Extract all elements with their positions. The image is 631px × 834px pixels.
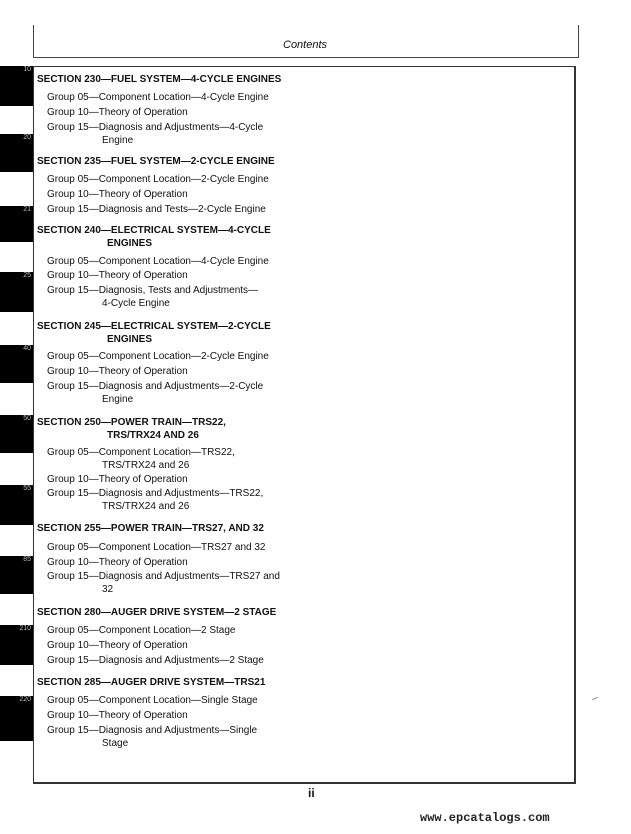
page-number: ii xyxy=(308,786,315,800)
group-entry[interactable] xyxy=(47,694,258,707)
tab-number: 40 xyxy=(23,345,31,352)
group-entry[interactable] xyxy=(47,639,188,652)
group-line2: 4-Cycle Engine xyxy=(102,298,170,309)
section-heading-line1: SECTION 255—POWER TRAIN—TRS27, AND 32 xyxy=(37,523,264,534)
group-line2: Stage xyxy=(102,738,129,749)
group-line1: Group 05—Component Location—2-Cycle Engine xyxy=(47,351,269,362)
section-heading[interactable] xyxy=(37,320,271,346)
footer-watermark-url[interactable]: www.epcatalogs.com xyxy=(420,811,550,825)
group-line2: Engine xyxy=(102,394,134,405)
group-entry[interactable] xyxy=(47,487,263,513)
group-entry[interactable] xyxy=(47,724,257,750)
group-entry[interactable] xyxy=(47,350,269,363)
group-line1: Group 10—Theory of Operation xyxy=(47,474,188,485)
section-heading[interactable] xyxy=(37,522,264,535)
tab-number: 220 xyxy=(19,696,31,703)
page-title: Contents xyxy=(283,39,328,51)
group-line1: Group 10—Theory of Operation xyxy=(47,107,188,118)
section-tab[interactable] xyxy=(0,625,33,665)
section-heading[interactable] xyxy=(37,606,276,619)
section-heading-line2: ENGINES xyxy=(107,238,153,249)
group-line1: Group 15—Diagnosis and Adjustments—TRS22, xyxy=(47,488,264,499)
section-tab[interactable] xyxy=(0,206,33,242)
section-tab[interactable] xyxy=(0,134,33,172)
section-heading[interactable] xyxy=(37,416,226,442)
section-heading-line1: SECTION 240—ELECTRICAL SYSTEM—4-CYCLE xyxy=(37,225,271,236)
section-heading-line1: SECTION 285—AUGER DRIVE SYSTEM—TRS21 xyxy=(37,677,266,688)
group-entry[interactable] xyxy=(47,541,265,554)
header-rule-right xyxy=(578,25,579,57)
section-tab[interactable] xyxy=(0,696,33,741)
tab-number: 210 xyxy=(19,625,31,632)
tab-number: 85 xyxy=(23,556,31,563)
header-rule-bottom xyxy=(33,57,579,58)
section-heading-line1: SECTION 235—FUEL SYSTEM—2-CYCLE ENGINE xyxy=(37,156,275,167)
group-line2: TRS/TRX24 and 26 xyxy=(102,460,190,471)
group-line1: Group 05—Component Location—Single Stage xyxy=(47,695,258,706)
section-heading[interactable] xyxy=(37,73,281,86)
group-line1: Group 15—Diagnosis and Adjustments—2-Cycle xyxy=(47,381,264,392)
tab-number: 20 xyxy=(23,134,31,141)
section-tab[interactable] xyxy=(0,66,33,106)
group-line1: Group 05—Component Location—TRS22, xyxy=(47,447,235,458)
group-line1: Group 15—Diagnosis and Tests—2-Cycle Engine xyxy=(47,204,266,215)
group-line1: Group 15—Diagnosis and Adjustments—4-Cycle xyxy=(47,122,264,133)
group-line1: Group 15—Diagnosis and Adjustments—Single xyxy=(47,725,258,736)
group-line2: 32 xyxy=(102,584,114,595)
section-heading-line1: SECTION 230—FUEL SYSTEM—4-CYCLE ENGINES xyxy=(37,74,282,85)
group-entry[interactable] xyxy=(47,556,188,569)
group-line1: Group 05—Component Location—TRS27 and 32 xyxy=(47,542,266,553)
section-tab[interactable] xyxy=(0,556,33,594)
group-entry[interactable] xyxy=(47,188,188,201)
group-line2: Engine xyxy=(102,135,134,146)
group-line1: Group 05—Component Location—4-Cycle Engine xyxy=(47,92,269,103)
section-tab[interactable] xyxy=(0,345,33,383)
header-rule-left xyxy=(33,25,34,57)
group-entry[interactable] xyxy=(47,106,188,119)
tab-number: 21 xyxy=(23,206,31,213)
section-heading-line1: SECTION 250—POWER TRAIN—TRS22, xyxy=(37,417,226,428)
group-entry[interactable] xyxy=(47,709,188,722)
group-line2: TRS/TRX24 and 26 xyxy=(102,501,190,512)
group-entry[interactable] xyxy=(47,570,280,596)
section-heading-line1: SECTION 280—AUGER DRIVE SYSTEM—2 STAGE xyxy=(37,607,277,618)
group-entry[interactable] xyxy=(47,284,258,310)
section-heading-line2: ENGINES xyxy=(107,334,153,345)
group-line1: Group 10—Theory of Operation xyxy=(47,557,188,568)
group-line1: Group 15—Diagnosis and Adjustments—TRS27 and xyxy=(47,571,280,582)
section-heading-line1: SECTION 245—ELECTRICAL SYSTEM—2-CYCLE xyxy=(37,321,271,332)
group-line1: Group 05—Component Location—2-Cycle Engine xyxy=(47,174,269,185)
section-heading[interactable] xyxy=(37,224,271,250)
section-heading-line2: TRS/TRX24 AND 26 xyxy=(107,430,199,441)
group-entry[interactable] xyxy=(47,255,269,268)
group-entry[interactable] xyxy=(47,654,264,667)
group-entry[interactable] xyxy=(47,121,263,147)
group-line1: Group 10—Theory of Operation xyxy=(47,640,188,651)
group-line1: Group 15—Diagnosis, Tests and Adjustments— xyxy=(47,285,259,296)
section-heading[interactable] xyxy=(37,676,265,689)
group-line1: Group 10—Theory of Operation xyxy=(47,366,188,377)
group-entry[interactable] xyxy=(47,446,235,472)
group-entry[interactable] xyxy=(47,365,188,378)
group-line1: Group 05—Component Location—4-Cycle Engine xyxy=(47,256,269,267)
section-tab[interactable] xyxy=(0,485,33,525)
group-line1: Group 05—Component Location—2 Stage xyxy=(47,625,236,636)
scan-mark xyxy=(592,697,598,700)
group-entry[interactable] xyxy=(47,473,188,486)
group-entry[interactable] xyxy=(47,624,235,637)
tab-number: 10 xyxy=(23,66,31,73)
group-entry[interactable] xyxy=(47,203,266,216)
section-tab[interactable] xyxy=(0,415,33,453)
group-line1: Group 15—Diagnosis and Adjustments—2 Stage xyxy=(47,655,264,666)
group-entry[interactable] xyxy=(47,173,269,186)
group-entry[interactable] xyxy=(47,269,188,282)
tab-number: 50 xyxy=(23,415,31,422)
tab-number: 55 xyxy=(23,485,31,492)
group-line1: Group 10—Theory of Operation xyxy=(47,270,188,281)
section-tab[interactable] xyxy=(0,272,33,312)
group-line1: Group 10—Theory of Operation xyxy=(47,710,188,721)
group-entry[interactable] xyxy=(47,380,263,406)
group-line1: Group 10—Theory of Operation xyxy=(47,189,188,200)
group-entry[interactable] xyxy=(47,91,269,104)
tab-number: 25 xyxy=(23,272,31,279)
section-heading[interactable] xyxy=(37,155,275,168)
